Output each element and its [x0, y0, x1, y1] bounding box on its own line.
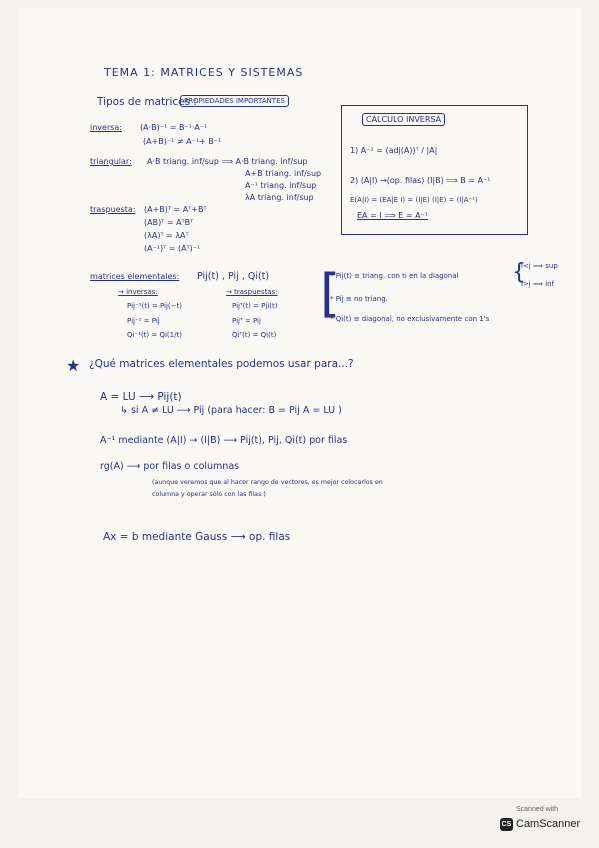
inversas-prop-1: Pij⁻¹(t) = Pij(−t) — [127, 302, 183, 310]
uso-lu: A = LU ⟶ Pij(t) — [100, 391, 182, 403]
calculo-step-4: EA = I ⟹ E = A⁻¹ — [357, 211, 428, 220]
page-title: TEMA 1: MATRICES Y SISTEMAS — [104, 66, 304, 79]
traspuestas-heading: → traspuestas: — [226, 288, 278, 296]
traspuestas-prop-2: Pijᵀ = Pij — [232, 317, 261, 325]
traspuesta-prop-1: (A+B)ᵀ = Aᵀ+Bᵀ — [144, 205, 207, 214]
uso-inversa: A⁻¹ mediante (A|I) → (I|B) ⟶ Pij(t), Pij, Qi(t) por filas — [100, 435, 348, 446]
elementales-list: Pij(t) , Pij , Qi(t) — [197, 271, 270, 282]
calculo-step-3: E(A|I) = (EA|E I) = (I|E) (I|E) = (I|A⁻¹) — [350, 196, 478, 204]
traspuesta-prop-2: (AB)ᵀ = AᵀBᵀ — [144, 218, 194, 227]
calculo-step-1: 1) A⁻¹ = (adj(A))ᵀ / |A| — [350, 146, 438, 155]
tipos-label: Tipos de matrices : — [97, 96, 197, 108]
triangular-prop-1: A·B triang. inf/sup ⟹ A·B triang. inf/sup — [147, 157, 308, 166]
calculo-inversa-title: CÁLCULO INVERSA — [362, 113, 445, 126]
triangular-prop-2: A+B triang. inf/sup — [245, 169, 322, 178]
traspuesta-label: traspuesta: — [90, 205, 136, 214]
triangular-label: triangular: — [90, 157, 132, 166]
nota-1-brace: { — [512, 260, 526, 285]
calculo-step-2: 2) (A|I) →(op. filas) (I|B) ⟹ B = A⁻¹ — [350, 176, 491, 185]
nota-1a: i<j ⟹ sup — [521, 262, 558, 270]
star-icon: ★ — [66, 356, 81, 375]
traspuesta-prop-4: (A⁻¹)ᵀ = (Aᵀ)⁻¹ — [144, 244, 201, 253]
triangular-prop-3: A⁻¹ triang. inf/sup — [245, 181, 317, 190]
inversas-prop-2: Pij⁻¹ = Pij — [127, 317, 160, 325]
elementales-label: matrices elementales: — [90, 272, 180, 281]
traspuestas-prop-1: Pijᵀ(t) = Pji(t) — [232, 302, 278, 310]
triangular-prop-4: λA triang. inf/sup — [245, 193, 314, 202]
propiedades-box: PROPIEDADES IMPORTANTES — [180, 95, 289, 107]
inversas-heading: → inversas: — [118, 288, 158, 296]
uso-rango-nota-1: (aunque veremos que al hacer rango de vectores, es mejor colocarlos en — [152, 479, 383, 486]
camscanner-name: CamScanner — [516, 818, 581, 830]
inversa-prop-1: (A·B)⁻¹ = B⁻¹·A⁻¹ — [140, 123, 208, 132]
nota-1b: i>j ⟹ inf — [521, 280, 555, 288]
inversas-prop-3: Qi⁻¹(t) = Qi(1/t) — [127, 331, 182, 339]
question-heading: ¿Qué matrices elementales podemos usar para...? — [89, 358, 354, 370]
camscanner-badge — [500, 806, 584, 836]
uso-lu-alt: ↳ si A ≠ LU ⟶ Pij (para hacer: B = Pij A = LU ) — [120, 405, 342, 416]
nota-2: * Pij ≡ no triang. — [330, 295, 388, 303]
traspuesta-prop-3: (λA)ᵀ = λAᵀ — [144, 231, 189, 240]
uso-gauss: Ax = b mediante Gauss ⟶ op. filas — [103, 531, 291, 543]
notes-bracket: [ — [320, 264, 341, 324]
traspuestas-prop-3: Qiᵀ(t) = Qi(t) — [232, 331, 277, 339]
nota-3: * Qi(t) ≡ diagonal, no exclusivamente con 1's — [330, 315, 490, 323]
nota-1: * Pij(t) ≡ triang. con ti en la diagonal — [330, 272, 459, 280]
inversa-label: inversa: — [90, 123, 123, 132]
inversa-prop-2: (A+B)⁻¹ ≠ A⁻¹+ B⁻¹ — [143, 137, 222, 146]
camscanner-logo-icon: CS — [500, 818, 513, 831]
uso-rango-nota-2: columna y operar sólo con las filas ) — [152, 491, 266, 498]
scanned-with-label: Scanned with — [516, 806, 559, 813]
uso-rango: rg(A) ⟶ por filas o columnas — [100, 461, 240, 472]
